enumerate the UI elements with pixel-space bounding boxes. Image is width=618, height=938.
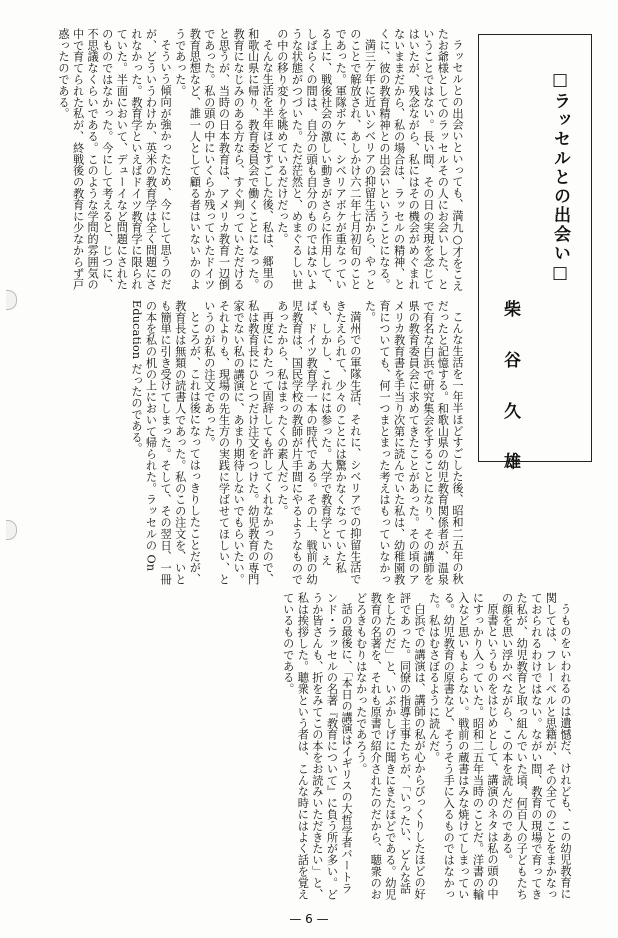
- paragraph: 話の最後に、「本日の講演はイギリスの大哲学者バートランド・ラッセルの名著『教育について』に負う所が多い。どうか皆さんも、折をみてこの本をお読みいただきたい」と、私は挨拶した。聴衆という者は、こんな時にはよく話を覚えているものである。: [281, 592, 354, 900]
- paragraph: 原書というものをはじめとして、講演のネタは私の頭の中にすっかり入っていた。昭和二五年当時のことだ。洋書の輸入など思いもよらない。戦前の蔵書はみな焼けてしまっている。幼児教育の原書など、そうそう手に入るものではなかった。私はむさぼるように読んだ。: [427, 592, 500, 900]
- text-tier-1: [16, 28, 464, 296]
- paragraph: ところが、これは後になってはっきりしたことだが、教育長は無類の読書人であった。私のこの注文を、いとも簡単に引き受けてしまった。そして、その翌日、一冊の本を私の机の上において帰られた。ラッセルの On Education だったのである。: [129, 300, 202, 585]
- paragraph: 満州での軍隊生活、それに、シベリアでの抑留生活できたえられて、少々のことには驚かなくなっていた私も、しかし、これには参った。大学で教育学とい えば、ドイツ教育学一本の時代である。その上、戦前の幼児教育は、国民学校の教師が片手間にやるようなものであったから、私はまったくの素人だった。: [275, 300, 362, 585]
- text-tier-2: [16, 300, 464, 586]
- paragraph: 満三ケ年に近いシベリアの抑留生活から、やっとのことで解放され、あしかけ六二年七月初旬のことであった。軍隊ボケに、シベリアボケが重なっている上に、戦後社会の激しい動きがさらに作用して、しばらくの間は、自分の頭も自分のものではないような状態がつづいた。ただ茫然と、めまぐるしい世の中の移り変りを眺めているだけだった。: [275, 28, 377, 291]
- page-number: — 6 —: [289, 912, 329, 926]
- paragraph: ラッセルとの出会いといっても、満九○才をこえたお爺様としてのラッセルその人にお会いした、ということではない。長い間、その日の実現を念じてはいたが、残念ながら、私にはその機会がめぐまれないままだから、私の場合は、ラッセルの精神、とくに、彼の教育精神との出会いということになる。: [378, 28, 464, 292]
- paragraph: 再度にわたって固辞しても許してくれなかったので、私は教育長にひとつだけ注文をつけた。幼児教育の専門家でない私の講演に、あまり期待しないでもらいたい。それよりも、現場の先生方の実践に学ばせてほしい、というのが私の注文であった。: [202, 300, 275, 585]
- paragraph: そういう傾向が強かったため、今にして思うのだが、どういうわけか、英米の教育学は全く問題にされなかった。教育学といえばドイツ教育学に限られていた。半面において、デューイなど問題にされたのものではなかった。今にして考えると、じつに、不思議なくらいである。このような学問的雰囲気の中で育てられた私が、終戦後の教育に少なからず戸惑ったのである。: [56, 28, 173, 291]
- paragraph: うものをいわれるのは遺憾だ、けれども、この幼児教育に関しては、フレーベルと思籍が、その全てのことをまかなっておられるわけではない。ながい間、教育の現場で育ってきた私が、幼児教育と取っ組んでいた頃、何百人の子どもたちの顔を思い浮かべながら、この本を読んだのである。: [500, 592, 572, 900]
- paragraph: 白浜での講演は、講師の私が心からびっくりしたほどの好評であった。同僚の指導主事たちが、「いったい、どんな話をしたのだ」と、いぶかしげに聞きにきたほどである。幼児教育の名著を、それも原書で紹介されたのだから、聴衆のおどろきもむりはなかったであろう。: [354, 592, 427, 900]
- paragraph: そんな生活を半年ほどすごした後、私は、郷里の和歌山県に帰り、教育委員会で働くことになった。教育になじみのある方なら、すぐ判っていただけると思うが、当時の日本教育は、アメリカ教育一辺倒であった。私の頭の中にいくらか残っていたドイツ教育思想など、誰一人として顧る者はいないかのようであった。: [173, 28, 275, 291]
- text-tier-3: [16, 592, 572, 900]
- author-name: 柴 谷 久 雄: [500, 300, 520, 484]
- title-box: [478, 34, 592, 462]
- article-title: □ラッセルとの出会い□: [550, 70, 570, 285]
- paragraph: こんな生活を一年半ほどすごした後、昭和二五年の秋だったと記憶する。和歌山県の幼児教育関係者が、温泉で有名な白浜で研究集会をすることになり、その講師を県の教育委員会に求めてきたことがあった。その頃のアメリカ教育書を手当り次第に読んでいた私は、幼稚園教育についても、何一つまとまった考えはもっていなかった。: [363, 300, 464, 585]
